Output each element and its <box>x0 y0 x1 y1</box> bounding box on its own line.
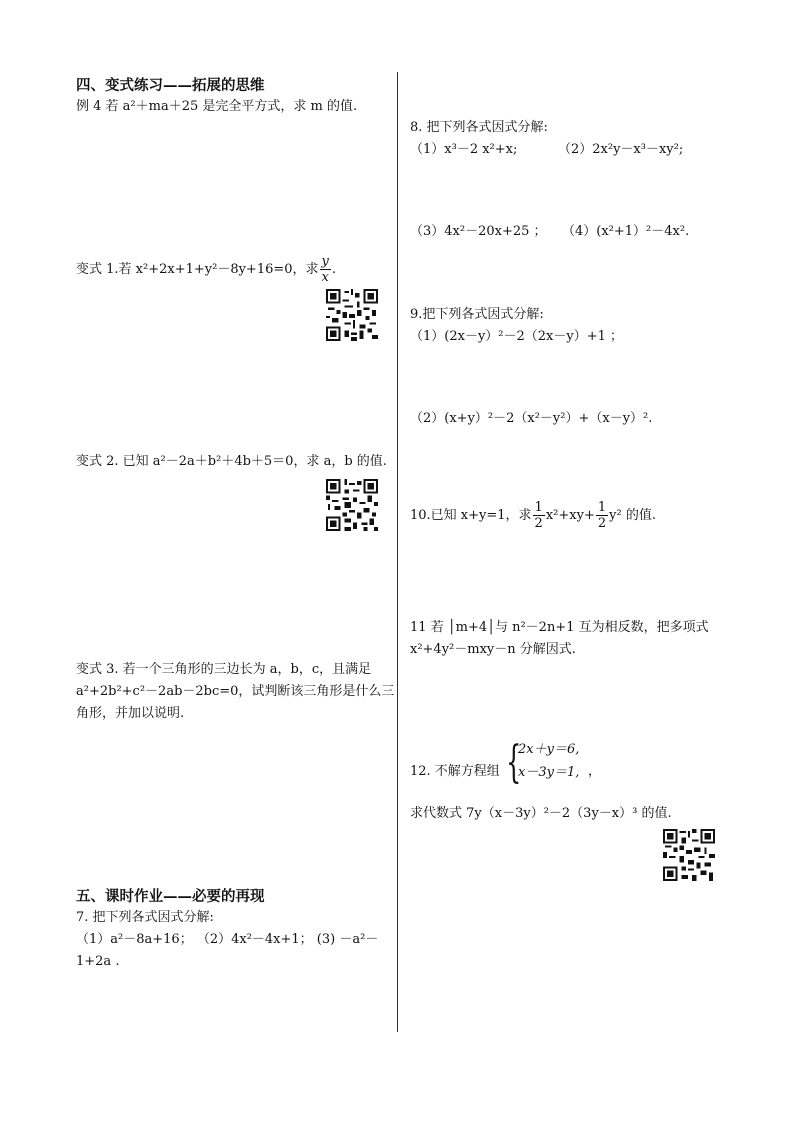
variant1-label: 变式 1.若 x²+2x+1+y²－8y+16=0，求 <box>76 262 319 277</box>
q12-equation-1: 2x＋y＝6, <box>518 742 580 757</box>
q12-comma: ， <box>588 764 602 779</box>
variant3-line2: a²+2b²+c²－2ab－2bc=0，试判断该三角形是什么三 <box>76 684 395 699</box>
variant1-frac-den: x <box>320 269 331 285</box>
section4-title: 四、变式练习——拓展的思维 <box>76 77 265 94</box>
q9-title: 9.把下列各式因式分解: <box>410 307 544 322</box>
q10-fraction-1 <box>533 500 545 531</box>
q10-tail: y² 的值. <box>609 508 656 523</box>
q10-text <box>410 500 656 531</box>
q12-equation-2: x－3y＝1, <box>518 765 580 780</box>
system-brace: { <box>506 737 522 788</box>
q7-line2: 1+2a . <box>76 954 120 969</box>
q10-lead: 10.已知 x+y=1，求 <box>410 508 532 523</box>
example4-text: 例 4 若 a²＋ma＋25 是完全平方式，求 m 的值. <box>76 99 358 114</box>
q8-part3: （3）4x²－20x+25 ； <box>410 224 547 239</box>
q10-frac2-num: 1 <box>597 500 607 515</box>
qr-code-icon[interactable] <box>326 479 378 531</box>
section5-title: 五、课时作业——必要的再现 <box>76 888 265 905</box>
q12-lead: 12. 不解方程组 <box>410 764 500 779</box>
variant3-line1: 变式 3. 若一个三角形的三边长为 a，b，c，且满足 <box>76 662 372 677</box>
q11-line2: x²+4y²－mxy－n 分解因式. <box>410 642 576 657</box>
q10-frac2-den: 2 <box>597 516 607 531</box>
q8-part2: （2）2x²y－x³－xy²; <box>558 142 684 157</box>
q10-fraction-2 <box>596 500 608 531</box>
variant3-line3: 角形，并加以说明. <box>76 706 185 721</box>
q10-mid: x²+xy+ <box>545 508 595 523</box>
variant1-fraction <box>320 254 331 285</box>
variant1-end: . <box>331 262 337 277</box>
variant2-text: 变式 2. 已知 a²－2a＋b²＋4b＋5＝0，求 a，b 的值. <box>76 454 387 469</box>
variant1-text <box>76 254 336 285</box>
q12-line2: 求代数式 7y（x－3y）²－2（3y－x）³ 的值. <box>410 806 672 821</box>
qr-code-icon[interactable] <box>326 289 378 341</box>
q10-frac1-den: 2 <box>534 516 543 531</box>
q7-line1: （1）a²－8a+16； （2）4x²－4x+1； (3) －a²－ <box>76 932 379 947</box>
q8-part4: （4）(x²+1）²－4x². <box>562 224 690 239</box>
q9-part2: （2）(x+y）²－2（x²－y²）+（x－y）². <box>410 411 653 426</box>
qr-code-icon[interactable] <box>663 829 715 881</box>
q8-part1: （1）x³－2 x²+x; <box>410 142 518 157</box>
q7-title: 7. 把下列各式因式分解: <box>76 910 214 925</box>
column-divider <box>397 72 398 1032</box>
variant1-frac-num: y <box>321 254 329 269</box>
q10-frac1-num: 1 <box>534 500 543 515</box>
q11-line1: 11 若 │m+4│与 n²－2n+1 互为相反数，把多项式 <box>410 620 709 635</box>
q8-title: 8. 把下列各式因式分解: <box>410 120 548 135</box>
q9-part1: （1）(2x－y）²－2（2x－y）+1 ； <box>410 329 624 344</box>
